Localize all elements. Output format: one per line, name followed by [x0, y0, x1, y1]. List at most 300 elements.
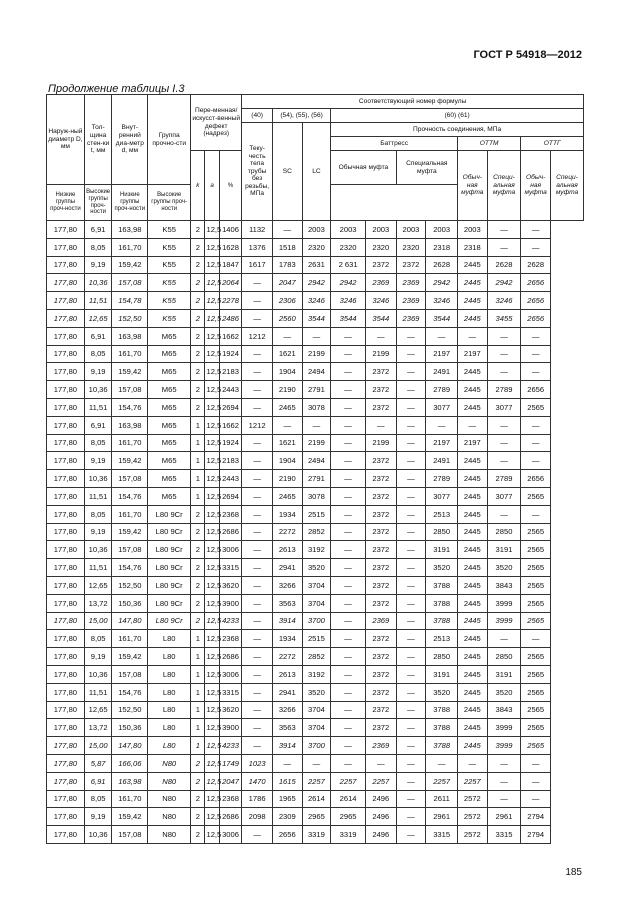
table-cell: 163,98: [112, 221, 148, 239]
table-cell: —: [365, 327, 396, 345]
table-cell: 2: [191, 576, 205, 594]
table-cell: 2565: [521, 398, 551, 416]
table-cell: 3191: [426, 541, 458, 559]
table-cell: 3319: [302, 826, 331, 844]
table-cell: 2372: [365, 452, 396, 470]
table-cell: 177,80: [47, 594, 85, 612]
header-buttress: Баттресс: [331, 137, 458, 151]
table-cell: 3192: [302, 541, 331, 559]
table-cell: 177,80: [47, 737, 85, 755]
table-cell: 3788: [426, 719, 458, 737]
table-cell: —: [521, 221, 551, 239]
table-cell: 2656: [521, 292, 551, 310]
table-cell: 2443: [219, 470, 242, 488]
table-cell: 2565: [521, 683, 551, 701]
table-cell: 2513: [426, 505, 458, 523]
table-cell: 3704: [302, 594, 331, 612]
table-cell: —: [457, 416, 487, 434]
table-cell: 12,5: [205, 808, 219, 826]
table-cell: 12,5: [205, 416, 219, 434]
table-cell: 1: [191, 683, 205, 701]
table-cell: 2372: [365, 576, 396, 594]
table-cell: 2789: [487, 381, 521, 399]
table-cell: —: [487, 772, 521, 790]
table-cell: K55: [148, 256, 191, 274]
table-cell: 2794: [521, 808, 551, 826]
table-cell: 2: [191, 594, 205, 612]
table-cell: 2372: [365, 559, 396, 577]
table-cell: 177,80: [47, 701, 85, 719]
table-cell: 177,80: [47, 363, 85, 381]
table-cell: 2445: [457, 612, 487, 630]
table-cell: 6,91: [84, 221, 112, 239]
table-cell: 2631: [302, 256, 331, 274]
table-row: [47, 416, 584, 434]
table-cell: 152,50: [112, 701, 148, 719]
table-cell: —: [396, 559, 426, 577]
table-row: [47, 737, 584, 755]
table-cell: 8,05: [84, 505, 112, 523]
table-cell: 13,72: [84, 594, 112, 612]
table-cell: 2445: [457, 398, 487, 416]
table-cell: 177,80: [47, 470, 85, 488]
table-cell: 2628: [487, 256, 521, 274]
table-cell: 10,36: [84, 665, 112, 683]
table-cell: —: [396, 683, 426, 701]
table-cell: 2565: [521, 576, 551, 594]
table-cell: 2565: [521, 701, 551, 719]
table-cell: 2445: [457, 274, 487, 292]
table-cell: 2628: [521, 256, 551, 274]
table-cell: —: [521, 345, 551, 363]
table-cell: 2515: [302, 505, 331, 523]
table-cell: 2272: [272, 523, 302, 541]
table-cell: 2369: [396, 292, 426, 310]
table-cell: L80: [148, 665, 191, 683]
table-cell: —: [396, 594, 426, 612]
table-cell: 2852: [302, 648, 331, 666]
table-cell: 2445: [457, 309, 487, 327]
table-cell: —: [487, 754, 521, 772]
table-cell: 3700: [302, 737, 331, 755]
table-cell: 154,76: [112, 559, 148, 577]
table-cell: 2047: [219, 772, 242, 790]
table-cell: 2565: [521, 523, 551, 541]
table-cell: 3520: [426, 559, 458, 577]
table-cell: 1621: [272, 345, 302, 363]
table-cell: 147,80: [112, 737, 148, 755]
table-cell: 3563: [272, 594, 302, 612]
table-cell: 2272: [272, 648, 302, 666]
table-cell: 2445: [457, 541, 487, 559]
table-cell: 3544: [331, 309, 366, 327]
table-cell: 12,5: [205, 292, 219, 310]
table-cell: 177,80: [47, 505, 85, 523]
table-row: [47, 523, 584, 541]
table-cell: 157,08: [112, 381, 148, 399]
table-cell: M65: [148, 416, 191, 434]
table-cell: 1376: [242, 238, 273, 256]
table-cell: 2003: [457, 221, 487, 239]
table-cell: —: [242, 505, 273, 523]
table-cell: 3914: [272, 612, 302, 630]
table-cell: 2694: [219, 398, 242, 416]
table-cell: 177,80: [47, 808, 85, 826]
table-cell: L80 9Cr: [148, 612, 191, 630]
table-cell: 10,36: [84, 541, 112, 559]
table-cell: 2445: [457, 256, 487, 274]
table-cell: 11,51: [84, 487, 112, 505]
table-cell: 2445: [457, 292, 487, 310]
table-cell: 2306: [272, 292, 302, 310]
header-wall-thickness: Тол-щина стен-ки t, мм: [84, 95, 112, 185]
table-cell: 1: [191, 470, 205, 488]
table-cell: 2368: [219, 505, 242, 523]
table-cell: 157,08: [112, 665, 148, 683]
table-cell: 2320: [365, 238, 396, 256]
table-cell: —: [242, 363, 273, 381]
table-cell: 9,19: [84, 523, 112, 541]
table-cell: —: [396, 719, 426, 737]
table-cell: 12,65: [84, 576, 112, 594]
table-cell: 1406: [219, 221, 242, 239]
table-cell: 12,5: [205, 754, 219, 772]
k-label: k: [196, 181, 200, 189]
table-cell: 2445: [457, 648, 487, 666]
table-cell: 3319: [331, 826, 366, 844]
table-cell: 177,80: [47, 665, 85, 683]
table-cell: 2686: [219, 648, 242, 666]
table-cell: 1518: [272, 238, 302, 256]
a-header: [205, 151, 219, 221]
table-cell: 2445: [457, 683, 487, 701]
table-row: [47, 541, 584, 559]
table-cell: 1965: [272, 790, 302, 808]
table-cell: 12,5: [205, 221, 219, 239]
table-cell: 3704: [302, 576, 331, 594]
header-low-special: Низкие группы проч-ности: [112, 185, 148, 221]
table-cell: 2850: [426, 523, 458, 541]
table-cell: L80 9Cr: [148, 576, 191, 594]
pipe-strength-table: [46, 94, 584, 844]
table-cell: 3520: [487, 559, 521, 577]
table-cell: 177,80: [47, 648, 85, 666]
table-cell: —: [396, 754, 426, 772]
table-cell: 6,91: [84, 416, 112, 434]
table-cell: —: [331, 505, 366, 523]
table-cell: 2572: [457, 808, 487, 826]
table-cell: —: [396, 808, 426, 826]
table-cell: 177,80: [47, 221, 85, 239]
table-cell: —: [521, 754, 551, 772]
header-high-regular: Высокие группы проч-ности: [84, 185, 112, 221]
table-cell: 159,42: [112, 363, 148, 381]
header-sc: SC: [272, 123, 302, 221]
table-cell: 166,06: [112, 754, 148, 772]
table-cell: 3520: [302, 559, 331, 577]
table-cell: 1783: [272, 256, 302, 274]
table-cell: 2445: [457, 523, 487, 541]
table-cell: K55: [148, 292, 191, 310]
table-cell: 11,51: [84, 398, 112, 416]
table-cell: 3077: [487, 398, 521, 416]
table-cell: 177,80: [47, 309, 85, 327]
table-cell: 2965: [331, 808, 366, 826]
table-cell: 2318: [457, 238, 487, 256]
table-cell: 157,08: [112, 274, 148, 292]
table-cell: —: [331, 576, 366, 594]
table-cell: —: [242, 683, 273, 701]
table-cell: L80 9Cr: [148, 594, 191, 612]
table-cell: —: [242, 434, 273, 452]
table-cell: 9,19: [84, 363, 112, 381]
table-cell: 1662: [219, 416, 242, 434]
header-ottm-special: Специ-альная муфта: [487, 151, 521, 221]
formula-sc-lc: (54), (55), (56): [272, 109, 330, 123]
table-cell: 12,5: [205, 719, 219, 737]
table-cell: 2789: [487, 470, 521, 488]
table-cell: L80 9Cr: [148, 541, 191, 559]
table-cell: —: [331, 452, 366, 470]
table-cell: —: [331, 630, 366, 648]
table-cell: 12,5: [205, 594, 219, 612]
table-cell: 177,80: [47, 826, 85, 844]
table-cell: 2656: [521, 470, 551, 488]
table-cell: 3266: [272, 576, 302, 594]
table-row: [47, 612, 584, 630]
table-cell: 2445: [457, 630, 487, 648]
table-cell: 2445: [457, 381, 487, 399]
table-cell: 12,5: [205, 345, 219, 363]
table-cell: 2572: [457, 790, 487, 808]
table-cell: 2372: [365, 719, 396, 737]
table-cell: 8,05: [84, 630, 112, 648]
table-cell: 177,80: [47, 452, 85, 470]
table-cell: 2445: [457, 576, 487, 594]
header-lc: LC: [302, 123, 331, 221]
table-cell: 3077: [426, 487, 458, 505]
table-row: [47, 238, 584, 256]
table-cell: —: [302, 416, 331, 434]
table-row: [47, 808, 584, 826]
table-cell: —: [331, 434, 366, 452]
header-inner-diameter: Внут-ренний диа-метр d, мм: [112, 95, 148, 185]
table-cell: 12,5: [205, 381, 219, 399]
table-cell: 3704: [302, 701, 331, 719]
table-cell: 2491: [426, 363, 458, 381]
table-cell: —: [242, 826, 273, 844]
table-cell: 177,80: [47, 559, 85, 577]
table-row: [47, 221, 584, 239]
table-cell: 177,80: [47, 772, 85, 790]
table-cell: 3999: [487, 737, 521, 755]
table-cell: 2565: [521, 648, 551, 666]
table-cell: 2372: [396, 256, 426, 274]
header-low-regular: Низкие группы проч-ности: [47, 185, 85, 221]
table-cell: 2372: [365, 523, 396, 541]
table-cell: 2656: [521, 274, 551, 292]
table-cell: 2: [191, 345, 205, 363]
table-cell: 3843: [487, 701, 521, 719]
table-cell: —: [521, 790, 551, 808]
table-cell: 163,98: [112, 416, 148, 434]
table-cell: 2: [191, 256, 205, 274]
table-cell: 12,5: [205, 790, 219, 808]
table-cell: 3620: [219, 701, 242, 719]
table-cell: —: [331, 470, 366, 488]
table-cell: 12,5: [205, 470, 219, 488]
table-cell: 177,80: [47, 416, 85, 434]
table-cell: 177,80: [47, 434, 85, 452]
table-cell: 177,80: [47, 345, 85, 363]
table-cell: K55: [148, 221, 191, 239]
table-cell: K55: [148, 238, 191, 256]
table-cell: 3315: [219, 559, 242, 577]
table-cell: 177,80: [47, 292, 85, 310]
table-cell: 2369: [396, 274, 426, 292]
table-cell: 161,70: [112, 434, 148, 452]
table-cell: —: [331, 612, 366, 630]
table-cell: 1786: [242, 790, 273, 808]
table-cell: 2: [191, 381, 205, 399]
header-outer-diameter: Наруж-ный диаметр D, мм: [47, 95, 85, 185]
table-cell: 161,70: [112, 345, 148, 363]
table-cell: 3544: [365, 309, 396, 327]
table-cell: 2: [191, 541, 205, 559]
table-cell: 2199: [302, 345, 331, 363]
table-cell: 12,5: [205, 363, 219, 381]
table-row: [47, 648, 584, 666]
table-row: [47, 505, 584, 523]
table-cell: M65: [148, 470, 191, 488]
table-cell: 2515: [302, 630, 331, 648]
table-cell: 177,80: [47, 541, 85, 559]
table-cell: 2941: [272, 559, 302, 577]
table-cell: —: [396, 452, 426, 470]
table-cell: 1621: [272, 434, 302, 452]
table-cell: 12,5: [205, 612, 219, 630]
table-cell: 2372: [365, 381, 396, 399]
table-cell: 2: [191, 612, 205, 630]
table-cell: L80: [148, 719, 191, 737]
table-cell: —: [487, 238, 521, 256]
table-cell: 147,80: [112, 612, 148, 630]
table-cell: 150,36: [112, 719, 148, 737]
table-cell: —: [331, 487, 366, 505]
table-cell: 2199: [365, 434, 396, 452]
table-cell: 1: [191, 630, 205, 648]
table-cell: 1934: [272, 630, 302, 648]
table-cell: 11,51: [84, 683, 112, 701]
table-cell: 2794: [521, 826, 551, 844]
table-cell: 2199: [365, 345, 396, 363]
table-cell: 1132: [242, 221, 273, 239]
table-cell: 2961: [426, 808, 458, 826]
table-cell: —: [331, 719, 366, 737]
table-row: [47, 683, 584, 701]
table-cell: 2: [191, 826, 205, 844]
table-cell: —: [331, 648, 366, 666]
header-connection-strength: Прочность соединения, МПа: [331, 123, 584, 137]
table-cell: 3192: [302, 665, 331, 683]
table-cell: 12,5: [205, 309, 219, 327]
table-cell: 2278: [219, 292, 242, 310]
table-cell: 2199: [302, 434, 331, 452]
table-cell: —: [242, 452, 273, 470]
table-cell: 3999: [487, 719, 521, 737]
table-cell: —: [331, 559, 366, 577]
table-cell: 177,80: [47, 327, 85, 345]
table-cell: 1470: [242, 772, 273, 790]
pct-header: %: [219, 151, 242, 221]
table-row: [47, 630, 584, 648]
table-cell: 3788: [426, 612, 458, 630]
table-cell: 2565: [521, 559, 551, 577]
table-cell: 177,80: [47, 523, 85, 541]
table-cell: 2656: [521, 381, 551, 399]
table-row: [47, 594, 584, 612]
table-cell: 2942: [426, 274, 458, 292]
table-row: [47, 790, 584, 808]
table-cell: —: [331, 594, 366, 612]
table-row: [47, 363, 584, 381]
table-cell: 154,76: [112, 398, 148, 416]
table-cell: 163,98: [112, 327, 148, 345]
table-cell: —: [242, 487, 273, 505]
table-cell: 12,5: [205, 737, 219, 755]
table-cell: 6,91: [84, 772, 112, 790]
table-row: [47, 274, 584, 292]
table-cell: —: [272, 221, 302, 239]
table-cell: 1: [191, 434, 205, 452]
table-cell: 2098: [242, 808, 273, 826]
table-cell: 3077: [487, 487, 521, 505]
table-cell: —: [396, 505, 426, 523]
table-cell: 1: [191, 452, 205, 470]
table-cell: —: [272, 416, 302, 434]
table-cell: 2183: [219, 452, 242, 470]
table-cell: 3520: [302, 683, 331, 701]
table-cell: 1662: [219, 327, 242, 345]
table-cell: —: [396, 826, 426, 844]
table-cell: 11,51: [84, 559, 112, 577]
table-cell: 3544: [302, 309, 331, 327]
table-cell: 2445: [457, 505, 487, 523]
table-cell: —: [242, 594, 273, 612]
table-cell: 1934: [272, 505, 302, 523]
table-cell: 12,5: [205, 541, 219, 559]
table-cell: 2: [191, 309, 205, 327]
table-cell: 2372: [365, 487, 396, 505]
table-cell: 3191: [487, 665, 521, 683]
table-cell: 2368: [219, 790, 242, 808]
table-cell: 2372: [365, 398, 396, 416]
table-cell: —: [521, 505, 551, 523]
table-cell: 2496: [365, 808, 396, 826]
formula-yield: (40): [242, 109, 273, 123]
table-cell: —: [426, 416, 458, 434]
table-cell: 3999: [487, 594, 521, 612]
table-cell: —: [396, 541, 426, 559]
a-label: a: [210, 181, 214, 189]
table-cell: 2496: [365, 790, 396, 808]
table-cell: 3315: [426, 826, 458, 844]
table-cell: 2850: [426, 648, 458, 666]
table-cell: K55: [148, 309, 191, 327]
table-cell: 2445: [457, 452, 487, 470]
table-cell: 159,42: [112, 523, 148, 541]
table-cell: 10,36: [84, 274, 112, 292]
